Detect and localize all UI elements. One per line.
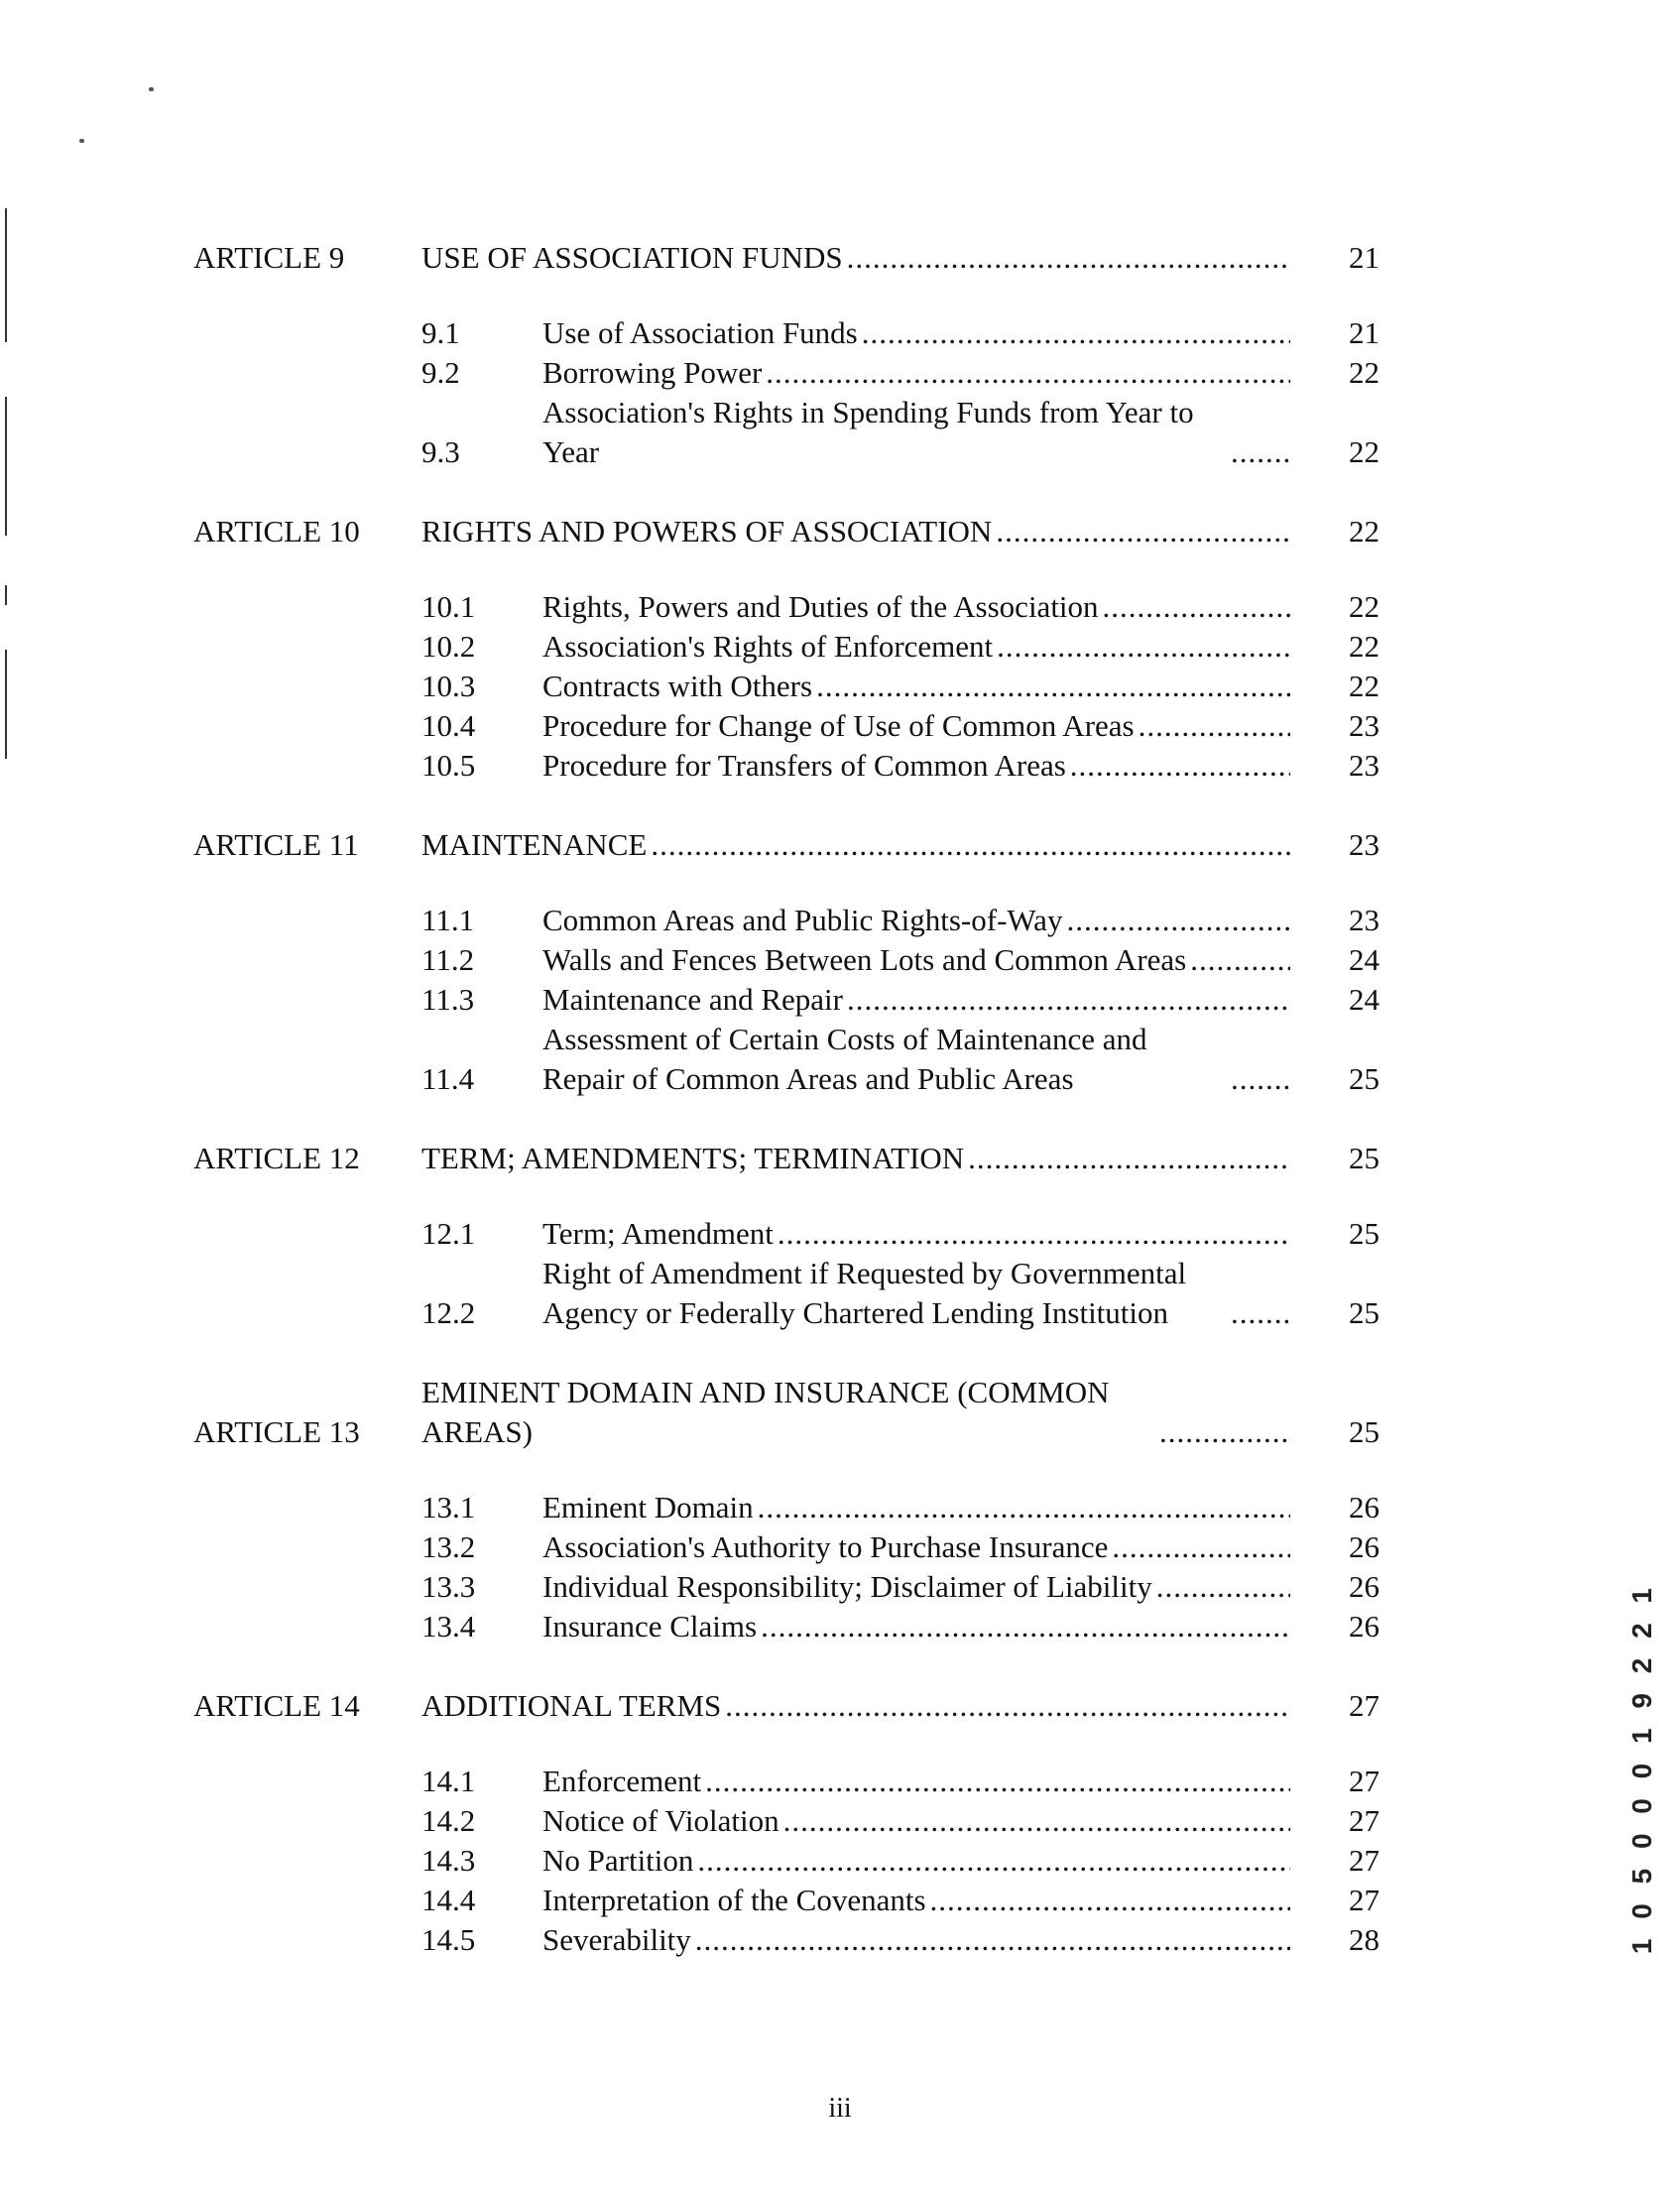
section-title: Individual Responsibility; Disclaimer of Liability bbox=[542, 1569, 1152, 1604]
section-title-wrap bbox=[542, 1841, 1290, 1881]
dot-leader bbox=[691, 1920, 1290, 1960]
section-title-wrap bbox=[542, 1801, 1290, 1841]
section-title-wrap bbox=[542, 901, 1290, 940]
dot-leader bbox=[757, 1607, 1290, 1646]
toc-article-row bbox=[193, 238, 1403, 278]
section-title-wrap bbox=[542, 1527, 1290, 1567]
dot-leader bbox=[992, 512, 1290, 551]
dot-leader bbox=[1062, 901, 1290, 940]
toc-article-row bbox=[193, 512, 1403, 551]
section-title: Walls and Fences Between Lots and Common Areas bbox=[542, 942, 1187, 977]
section-number: 13.2 bbox=[421, 1529, 476, 1564]
dot-leader bbox=[843, 238, 1290, 278]
dot-leader bbox=[701, 1762, 1290, 1801]
toc-article-group bbox=[193, 238, 1403, 472]
toc-section-row bbox=[193, 901, 1403, 940]
article-title-wrap bbox=[421, 1686, 1290, 1726]
toc-section-row bbox=[193, 313, 1403, 353]
section-title-wrap bbox=[542, 353, 1290, 393]
section-number: 11.4 bbox=[421, 1061, 475, 1096]
dot-leader bbox=[774, 1214, 1290, 1254]
section-title: Notice of Violation bbox=[542, 1803, 780, 1838]
toc-section-row bbox=[193, 627, 1403, 667]
article-page-number: 25 bbox=[1349, 1414, 1380, 1449]
table-of-contents bbox=[193, 238, 1403, 2000]
section-title: Right of Amendment if Requested by Governmental Agency or Federally Chartered Lending Institution bbox=[542, 1256, 1187, 1330]
section-title-wrap bbox=[542, 393, 1290, 472]
section-number: 12.2 bbox=[421, 1295, 476, 1330]
section-title: No Partition bbox=[542, 1843, 694, 1878]
toc-section-row bbox=[193, 353, 1403, 393]
scan-speck bbox=[79, 139, 84, 143]
section-number: 10.3 bbox=[421, 669, 476, 703]
article-label: ARTICLE 13 bbox=[193, 1414, 360, 1449]
toc-article-group bbox=[193, 1373, 1403, 1646]
section-page-number: 25 bbox=[1349, 1295, 1380, 1330]
section-title: Procedure for Transfers of Common Areas bbox=[542, 748, 1066, 783]
dot-leader bbox=[1066, 746, 1290, 786]
toc-section-row bbox=[193, 1254, 1403, 1333]
section-title-wrap bbox=[542, 746, 1290, 786]
dot-leader bbox=[1135, 706, 1290, 746]
toc-section-row bbox=[193, 1567, 1403, 1607]
section-number: 11.2 bbox=[421, 942, 475, 977]
toc-section-row bbox=[193, 1762, 1403, 1801]
section-title: Term; Amendment bbox=[542, 1216, 774, 1251]
section-title-wrap bbox=[542, 940, 1290, 980]
section-title: Rights, Powers and Duties of the Association bbox=[542, 589, 1099, 624]
section-page-number: 25 bbox=[1349, 1061, 1380, 1096]
dot-leader bbox=[780, 1801, 1290, 1841]
section-number: 14.1 bbox=[421, 1764, 476, 1798]
toc-section-row bbox=[193, 1801, 1403, 1841]
section-page-number: 27 bbox=[1349, 1764, 1380, 1798]
section-page-number: 26 bbox=[1349, 1529, 1380, 1564]
toc-section-row bbox=[193, 1841, 1403, 1881]
toc-article-group bbox=[193, 512, 1403, 786]
section-title-wrap bbox=[542, 706, 1290, 746]
dot-leader bbox=[762, 353, 1290, 393]
dot-leader bbox=[1099, 587, 1290, 627]
article-label: ARTICLE 10 bbox=[193, 514, 360, 549]
section-number: 14.5 bbox=[421, 1922, 476, 1957]
section-page-number: 28 bbox=[1349, 1922, 1380, 1957]
toc-section-row bbox=[193, 393, 1403, 472]
article-title-wrap bbox=[421, 238, 1290, 278]
section-title: Severability bbox=[542, 1922, 691, 1957]
toc-section-row bbox=[193, 1214, 1403, 1254]
page-number-footer: iii bbox=[828, 2093, 852, 2124]
section-title-wrap bbox=[542, 627, 1290, 667]
section-number: 10.4 bbox=[421, 708, 476, 743]
scan-margin-mark bbox=[5, 397, 7, 536]
dot-leader bbox=[926, 1881, 1290, 1920]
section-title: Insurance Claims bbox=[542, 1609, 758, 1644]
toc-section-row bbox=[193, 1020, 1403, 1099]
section-title-wrap bbox=[542, 587, 1290, 627]
article-title: ADDITIONAL TERMS bbox=[421, 1688, 722, 1723]
section-title-wrap bbox=[542, 1488, 1290, 1527]
toc-section-row bbox=[193, 1607, 1403, 1646]
section-title-wrap bbox=[542, 980, 1290, 1020]
article-title-wrap bbox=[421, 1373, 1290, 1452]
section-number: 14.3 bbox=[421, 1843, 476, 1878]
section-page-number: 23 bbox=[1349, 708, 1380, 743]
dot-leader bbox=[993, 627, 1290, 667]
section-title-wrap bbox=[542, 1762, 1290, 1801]
article-label: ARTICLE 12 bbox=[193, 1141, 360, 1175]
dot-leader bbox=[754, 1488, 1290, 1527]
section-number: 9.2 bbox=[421, 355, 460, 390]
section-page-number: 26 bbox=[1349, 1490, 1380, 1524]
section-number: 9.1 bbox=[421, 315, 460, 350]
article-page-number: 22 bbox=[1349, 514, 1380, 549]
scan-margin-mark bbox=[5, 208, 7, 342]
article-title: MAINTENANCE bbox=[421, 827, 648, 862]
section-page-number: 24 bbox=[1349, 942, 1380, 977]
section-page-number: 21 bbox=[1349, 315, 1380, 350]
section-number: 11.1 bbox=[421, 903, 475, 937]
section-number: 14.4 bbox=[421, 1883, 476, 1917]
scan-margin-mark bbox=[5, 650, 7, 759]
dot-leader bbox=[693, 1841, 1290, 1881]
toc-section-row bbox=[193, 667, 1403, 706]
section-page-number: 22 bbox=[1349, 629, 1380, 664]
toc-article-row bbox=[193, 1373, 1403, 1452]
toc-section-row bbox=[193, 587, 1403, 627]
section-title: Contracts with Others bbox=[542, 669, 813, 703]
section-title: Association's Rights of Enforcement bbox=[542, 629, 994, 664]
toc-article-group bbox=[193, 1139, 1403, 1333]
section-title: Enforcement bbox=[542, 1764, 702, 1798]
section-number: 13.4 bbox=[421, 1609, 476, 1644]
dot-leader bbox=[1227, 432, 1290, 472]
section-number: 13.1 bbox=[421, 1490, 476, 1524]
section-title: Borrowing Power bbox=[542, 355, 763, 390]
section-title: Assessment of Certain Costs of Maintenance and Repair of Common Areas and Public Areas bbox=[542, 1022, 1147, 1096]
section-title: Association's Rights in Spending Funds from Year to Year bbox=[542, 395, 1194, 469]
toc-article-group bbox=[193, 1686, 1403, 1960]
dot-leader bbox=[1108, 1527, 1290, 1567]
toc-article-row bbox=[193, 825, 1403, 865]
article-label: ARTICLE 9 bbox=[193, 240, 345, 275]
toc-article-group bbox=[193, 825, 1403, 1099]
toc-section-row bbox=[193, 940, 1403, 980]
document-stamp-number: 1 0 5 0 0 0 1 9 2 2 1 bbox=[1626, 1582, 1657, 1955]
toc-section-row bbox=[193, 1527, 1403, 1567]
section-page-number: 22 bbox=[1349, 434, 1380, 469]
section-title-wrap bbox=[542, 1881, 1290, 1920]
section-page-number: 27 bbox=[1349, 1883, 1380, 1917]
toc-section-row bbox=[193, 746, 1403, 786]
article-page-number: 27 bbox=[1349, 1688, 1380, 1723]
section-title: Common Areas and Public Rights-of-Way bbox=[542, 903, 1063, 937]
section-title: Use of Association Funds bbox=[542, 315, 858, 350]
article-label: ARTICLE 11 bbox=[193, 827, 359, 862]
dot-leader bbox=[1227, 1059, 1290, 1099]
article-page-number: 25 bbox=[1349, 1141, 1380, 1175]
toc-section-row bbox=[193, 1920, 1403, 1960]
section-title: Maintenance and Repair bbox=[542, 982, 843, 1017]
toc-section-row bbox=[193, 1488, 1403, 1527]
article-page-number: 23 bbox=[1349, 827, 1380, 862]
section-title-wrap bbox=[542, 667, 1290, 706]
article-title-wrap bbox=[421, 512, 1290, 551]
section-page-number: 22 bbox=[1349, 355, 1380, 390]
toc-section-row bbox=[193, 980, 1403, 1020]
section-title: Association's Authority to Purchase Insurance bbox=[542, 1529, 1109, 1564]
section-title: Eminent Domain bbox=[542, 1490, 754, 1524]
section-title: Interpretation of the Covenants bbox=[542, 1883, 926, 1917]
section-page-number: 24 bbox=[1349, 982, 1380, 1017]
section-page-number: 23 bbox=[1349, 748, 1380, 783]
toc-section-row bbox=[193, 706, 1403, 746]
section-page-number: 22 bbox=[1349, 589, 1380, 624]
article-title-wrap bbox=[421, 825, 1290, 865]
section-title-wrap bbox=[542, 1020, 1290, 1099]
section-page-number: 26 bbox=[1349, 1569, 1380, 1604]
section-title-wrap bbox=[542, 1567, 1290, 1607]
dot-leader bbox=[1152, 1567, 1290, 1607]
dot-leader bbox=[1227, 1293, 1290, 1333]
section-title-wrap bbox=[542, 1920, 1290, 1960]
dot-leader bbox=[1186, 940, 1290, 980]
section-number: 13.3 bbox=[421, 1569, 476, 1604]
scan-margin-mark bbox=[5, 585, 7, 605]
section-number: 10.2 bbox=[421, 629, 476, 664]
section-number: 11.3 bbox=[421, 982, 475, 1017]
section-number: 10.5 bbox=[421, 748, 476, 783]
section-title-wrap bbox=[542, 1607, 1290, 1646]
dot-leader bbox=[858, 313, 1290, 353]
section-title-wrap bbox=[542, 1214, 1290, 1254]
section-number: 12.1 bbox=[421, 1216, 476, 1251]
toc-article-row bbox=[193, 1139, 1403, 1178]
dot-leader bbox=[964, 1139, 1290, 1178]
scan-speck bbox=[149, 87, 154, 91]
toc-article-row bbox=[193, 1686, 1403, 1726]
dot-leader bbox=[843, 980, 1290, 1020]
article-title: EMINENT DOMAIN AND INSURANCE (COMMON AREAS) bbox=[421, 1375, 1110, 1449]
article-label: ARTICLE 14 bbox=[193, 1688, 360, 1723]
toc-section-row bbox=[193, 1881, 1403, 1920]
section-page-number: 27 bbox=[1349, 1803, 1380, 1838]
dot-leader bbox=[1155, 1412, 1290, 1452]
section-title-wrap bbox=[542, 1254, 1290, 1333]
section-page-number: 22 bbox=[1349, 669, 1380, 703]
dot-leader bbox=[721, 1686, 1290, 1726]
section-page-number: 27 bbox=[1349, 1843, 1380, 1878]
article-title: RIGHTS AND POWERS OF ASSOCIATION bbox=[421, 514, 993, 549]
dot-leader bbox=[812, 667, 1290, 706]
section-number: 10.1 bbox=[421, 589, 476, 624]
section-number: 9.3 bbox=[421, 434, 460, 469]
section-number: 14.2 bbox=[421, 1803, 476, 1838]
section-title: Procedure for Change of Use of Common Areas bbox=[542, 708, 1135, 743]
section-page-number: 26 bbox=[1349, 1609, 1380, 1644]
article-page-number: 21 bbox=[1349, 240, 1380, 275]
article-title-wrap bbox=[421, 1139, 1290, 1178]
article-title: USE OF ASSOCIATION FUNDS bbox=[421, 240, 843, 275]
dot-leader bbox=[647, 825, 1290, 865]
section-page-number: 23 bbox=[1349, 903, 1380, 937]
section-page-number: 25 bbox=[1349, 1216, 1380, 1251]
section-title-wrap bbox=[542, 313, 1290, 353]
article-title: TERM; AMENDMENTS; TERMINATION bbox=[421, 1141, 965, 1175]
